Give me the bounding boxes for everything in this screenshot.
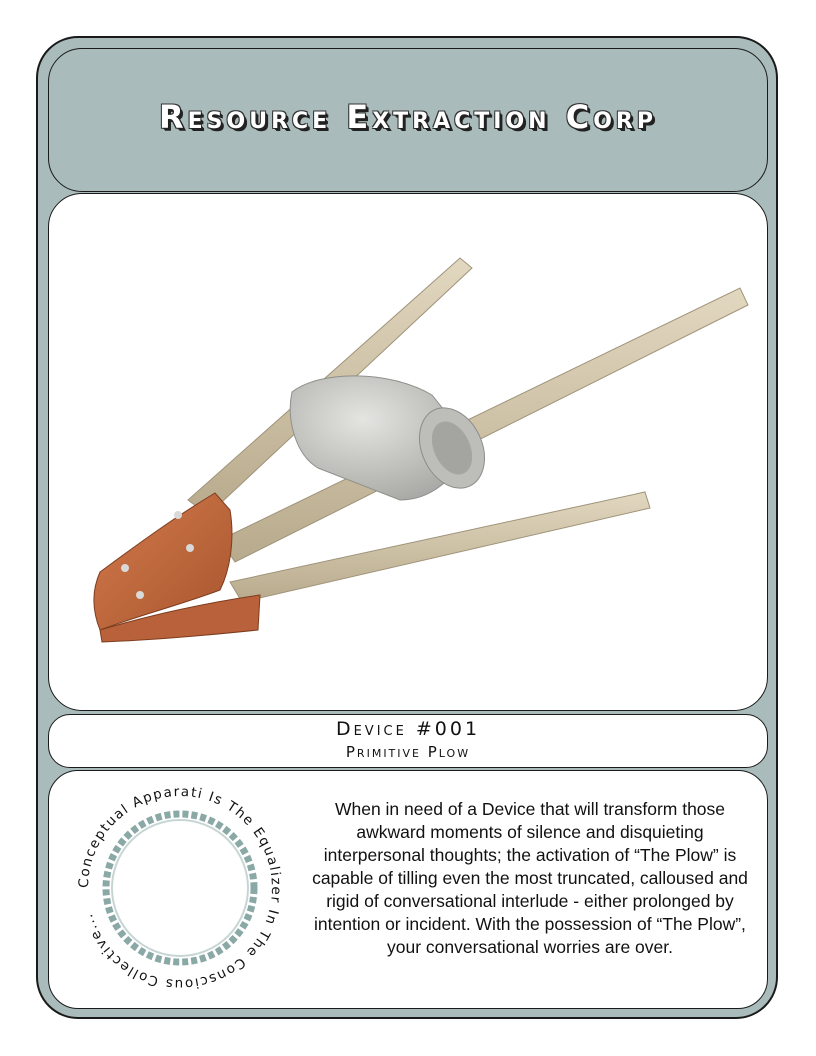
device-number: Device #001 <box>335 718 481 740</box>
plow-blade <box>94 493 260 642</box>
seal-diamond-ring <box>106 814 254 962</box>
stone-roller <box>290 376 497 500</box>
device-name: Primitive Plow <box>345 743 471 761</box>
plow-illustration <box>60 210 760 690</box>
seal-text: Conceptual Apparati Is The Equalizer In The Conscious Collective... <box>75 783 285 993</box>
circular-seal <box>60 778 300 998</box>
device-description: When in need of a Device that will transform those awkward moments of silence and disquieting interpersonal thoughts; the activation of “The Plow” is capable of tilling even the most truncated, calloused and rigid of conversational interlude - either prolonged by intention or incident. With the possession of “The Plow”, your conversational worries are over. <box>312 799 748 957</box>
page-title: Resource Extraction Corp <box>159 98 657 136</box>
